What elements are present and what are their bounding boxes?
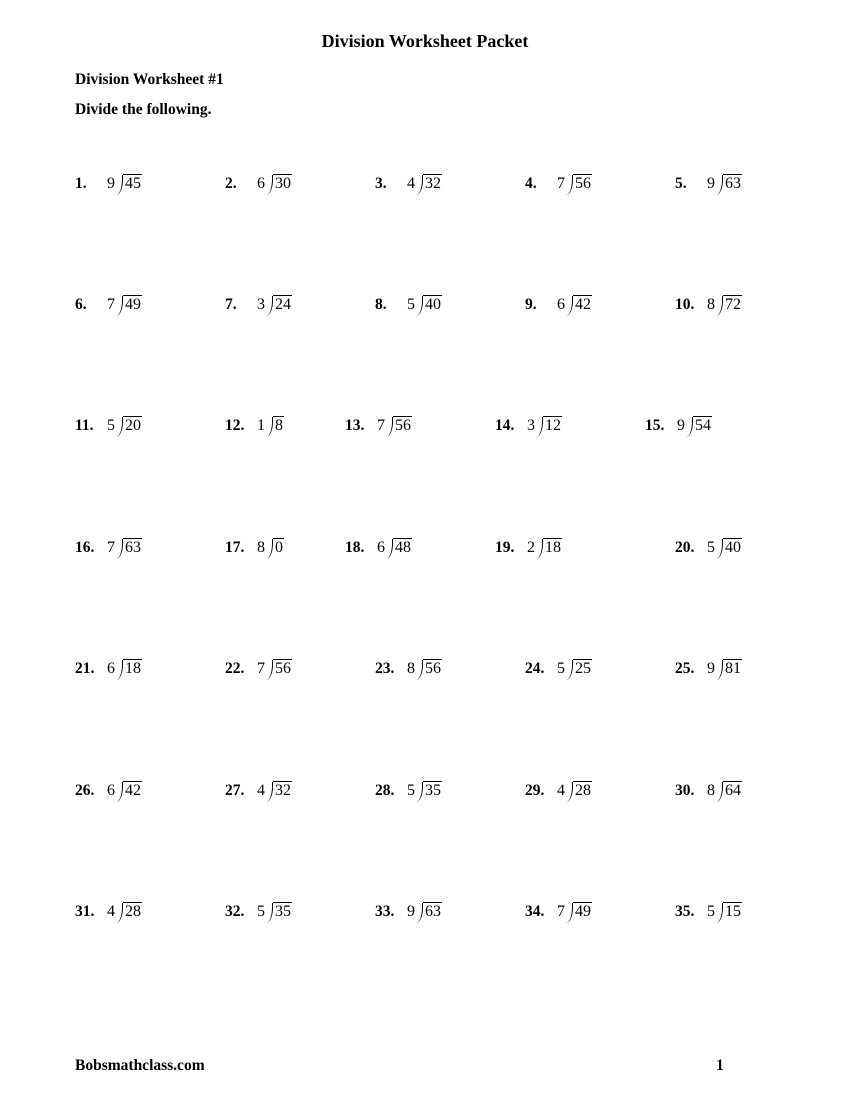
long-division-bracket-icon	[116, 660, 123, 680]
division-problem	[225, 776, 292, 800]
division-problem	[525, 169, 592, 193]
dividend: 56	[395, 417, 411, 434]
divisor: 7	[107, 296, 115, 313]
division-problem	[375, 290, 442, 314]
division-problem	[495, 411, 562, 435]
dividend: 72	[725, 296, 741, 313]
problem-number: 14.	[495, 417, 515, 434]
divisor: 3	[527, 417, 535, 434]
long-division-bracket-icon	[686, 417, 693, 437]
dividend: 49	[575, 903, 591, 920]
dividend: 30	[275, 175, 291, 192]
long-division-bracket-icon	[716, 539, 723, 559]
dividend: 28	[575, 782, 591, 799]
problem-number: 1.	[75, 175, 87, 192]
long-division-bracket-icon	[566, 782, 573, 802]
problem-number: 21.	[75, 660, 95, 677]
division-problem	[525, 897, 592, 921]
problem-number: 7.	[225, 296, 237, 313]
divisor: 4	[257, 782, 265, 799]
division-problem	[225, 411, 284, 435]
long-division-bracket-icon	[116, 175, 123, 195]
long-division-bracket-icon	[386, 417, 393, 437]
problem-number: 4.	[525, 175, 537, 192]
problem-number: 25.	[675, 660, 695, 677]
long-division-bracket-icon	[386, 539, 393, 559]
problem-number: 3.	[375, 175, 387, 192]
division-problem	[375, 169, 442, 193]
long-division-bracket-icon	[266, 903, 273, 923]
long-division-bracket-icon	[566, 175, 573, 195]
dividend: 28	[125, 903, 141, 920]
dividend: 40	[425, 296, 441, 313]
division-problem	[75, 776, 142, 800]
division-problem	[345, 533, 412, 557]
long-division-bracket-icon	[266, 175, 273, 195]
divisor: 5	[407, 782, 415, 799]
long-division-bracket-icon	[116, 782, 123, 802]
dividend: 12	[545, 417, 561, 434]
division-problem	[645, 411, 712, 435]
divisor: 8	[707, 296, 715, 313]
dividend: 35	[425, 782, 441, 799]
divisor: 6	[107, 660, 115, 677]
divisor: 7	[377, 417, 385, 434]
long-division-bracket-icon	[116, 539, 123, 559]
problem-number: 35.	[675, 903, 695, 920]
division-problem	[75, 169, 142, 193]
long-division-bracket-icon	[716, 660, 723, 680]
divisor: 2	[527, 539, 535, 556]
divisor: 5	[707, 539, 715, 556]
divisor: 9	[707, 660, 715, 677]
dividend: 63	[125, 539, 141, 556]
long-division-bracket-icon	[416, 660, 423, 680]
long-division-bracket-icon	[716, 782, 723, 802]
problem-number: 29.	[525, 782, 545, 799]
dividend: 49	[125, 296, 141, 313]
dividend: 18	[125, 660, 141, 677]
dividend: 40	[725, 539, 741, 556]
problem-number: 27.	[225, 782, 245, 799]
packet-title: Division Worksheet Packet	[321, 31, 529, 51]
division-problem	[675, 533, 742, 557]
long-division-bracket-icon	[116, 903, 123, 923]
division-problem	[675, 776, 742, 800]
long-division-bracket-icon	[566, 660, 573, 680]
problem-number: 20.	[675, 539, 695, 556]
dividend: 42	[125, 782, 141, 799]
long-division-bracket-icon	[116, 296, 123, 316]
division-problem	[675, 897, 742, 921]
dividend: 63	[425, 903, 441, 920]
divisor: 8	[257, 539, 265, 556]
problem-number: 22.	[225, 660, 245, 677]
divisor: 9	[677, 417, 685, 434]
divisor: 5	[557, 660, 565, 677]
divisor: 7	[557, 175, 565, 192]
page-number: 1	[716, 1057, 724, 1074]
dividend: 42	[575, 296, 591, 313]
problem-number: 17.	[225, 539, 245, 556]
division-problem	[375, 654, 442, 678]
problem-number: 16.	[75, 539, 95, 556]
divisor: 9	[707, 175, 715, 192]
dividend: 81	[725, 660, 741, 677]
problem-number: 5.	[675, 175, 687, 192]
division-problem	[225, 290, 292, 314]
divisor: 7	[107, 539, 115, 556]
problem-number: 8.	[375, 296, 387, 313]
divisor: 4	[557, 782, 565, 799]
long-division-bracket-icon	[716, 903, 723, 923]
division-problem	[525, 654, 592, 678]
problem-number: 19.	[495, 539, 515, 556]
divisor: 7	[557, 903, 565, 920]
long-division-bracket-icon	[266, 782, 273, 802]
division-problem	[675, 169, 742, 193]
dividend: 45	[125, 175, 141, 192]
dividend: 35	[275, 903, 291, 920]
divisor: 8	[707, 782, 715, 799]
long-division-bracket-icon	[536, 539, 543, 559]
dividend: 64	[725, 782, 741, 799]
divisor: 5	[407, 296, 415, 313]
divisor: 7	[257, 660, 265, 677]
dividend: 24	[275, 296, 291, 313]
problem-number: 12.	[225, 417, 245, 434]
long-division-bracket-icon	[566, 296, 573, 316]
long-division-bracket-icon	[566, 903, 573, 923]
dividend: 54	[695, 417, 711, 434]
problem-number: 31.	[75, 903, 95, 920]
dividend: 63	[725, 175, 741, 192]
divisor: 4	[407, 175, 415, 192]
long-division-bracket-icon	[266, 417, 273, 437]
problem-number: 2.	[225, 175, 237, 192]
divisor: 9	[407, 903, 415, 920]
divisor: 6	[557, 296, 565, 313]
divisor: 9	[107, 175, 115, 192]
long-division-bracket-icon	[416, 903, 423, 923]
problem-number: 18.	[345, 539, 365, 556]
problem-number: 26.	[75, 782, 95, 799]
division-problem	[225, 169, 292, 193]
division-problem	[525, 776, 592, 800]
problem-number: 13.	[345, 417, 365, 434]
long-division-bracket-icon	[416, 782, 423, 802]
division-problem	[75, 897, 142, 921]
divisor: 6	[257, 175, 265, 192]
footer-site: Bobsmathclass.com	[75, 1057, 205, 1074]
division-problem	[225, 654, 292, 678]
divisor: 3	[257, 296, 265, 313]
problem-number: 6.	[75, 296, 87, 313]
divisor: 4	[107, 903, 115, 920]
division-problem	[375, 897, 442, 921]
division-problem	[75, 411, 142, 435]
problem-number: 30.	[675, 782, 695, 799]
divisor: 6	[107, 782, 115, 799]
divisor: 5	[107, 417, 115, 434]
divisor: 1	[257, 417, 265, 434]
long-division-bracket-icon	[716, 175, 723, 195]
division-problem	[225, 897, 292, 921]
division-problem	[495, 533, 562, 557]
divisor: 5	[257, 903, 265, 920]
long-division-bracket-icon	[266, 660, 273, 680]
dividend: 25	[575, 660, 591, 677]
division-problem	[75, 654, 142, 678]
long-division-bracket-icon	[116, 417, 123, 437]
problem-number: 15.	[645, 417, 665, 434]
division-problem	[375, 776, 442, 800]
long-division-bracket-icon	[266, 296, 273, 316]
division-problem	[675, 654, 742, 678]
division-problem	[525, 290, 592, 314]
long-division-bracket-icon	[266, 539, 273, 559]
division-problem	[225, 533, 284, 557]
division-problem	[345, 411, 412, 435]
problem-number: 28.	[375, 782, 395, 799]
dividend: 0	[275, 539, 283, 556]
division-problem	[75, 290, 142, 314]
problem-number: 10.	[675, 296, 695, 313]
dividend: 32	[425, 175, 441, 192]
problem-number: 23.	[375, 660, 395, 677]
long-division-bracket-icon	[716, 296, 723, 316]
dividend: 48	[395, 539, 411, 556]
dividend: 8	[275, 417, 283, 434]
problem-number: 34.	[525, 903, 545, 920]
dividend: 15	[725, 903, 741, 920]
long-division-bracket-icon	[416, 296, 423, 316]
long-division-bracket-icon	[416, 175, 423, 195]
problem-number: 11.	[75, 417, 94, 434]
divisor: 6	[377, 539, 385, 556]
dividend: 56	[575, 175, 591, 192]
problem-number: 32.	[225, 903, 245, 920]
dividend: 32	[275, 782, 291, 799]
division-problem	[675, 290, 742, 314]
instructions: Divide the following.	[75, 101, 212, 118]
dividend: 56	[425, 660, 441, 677]
problem-number: 24.	[525, 660, 545, 677]
problem-number: 33.	[375, 903, 395, 920]
dividend: 20	[125, 417, 141, 434]
worksheet-title: Division Worksheet #1	[75, 71, 224, 88]
division-problem	[75, 533, 142, 557]
dividend: 18	[545, 539, 561, 556]
problem-number: 9.	[525, 296, 537, 313]
dividend: 56	[275, 660, 291, 677]
divisor: 8	[407, 660, 415, 677]
long-division-bracket-icon	[536, 417, 543, 437]
divisor: 5	[707, 903, 715, 920]
